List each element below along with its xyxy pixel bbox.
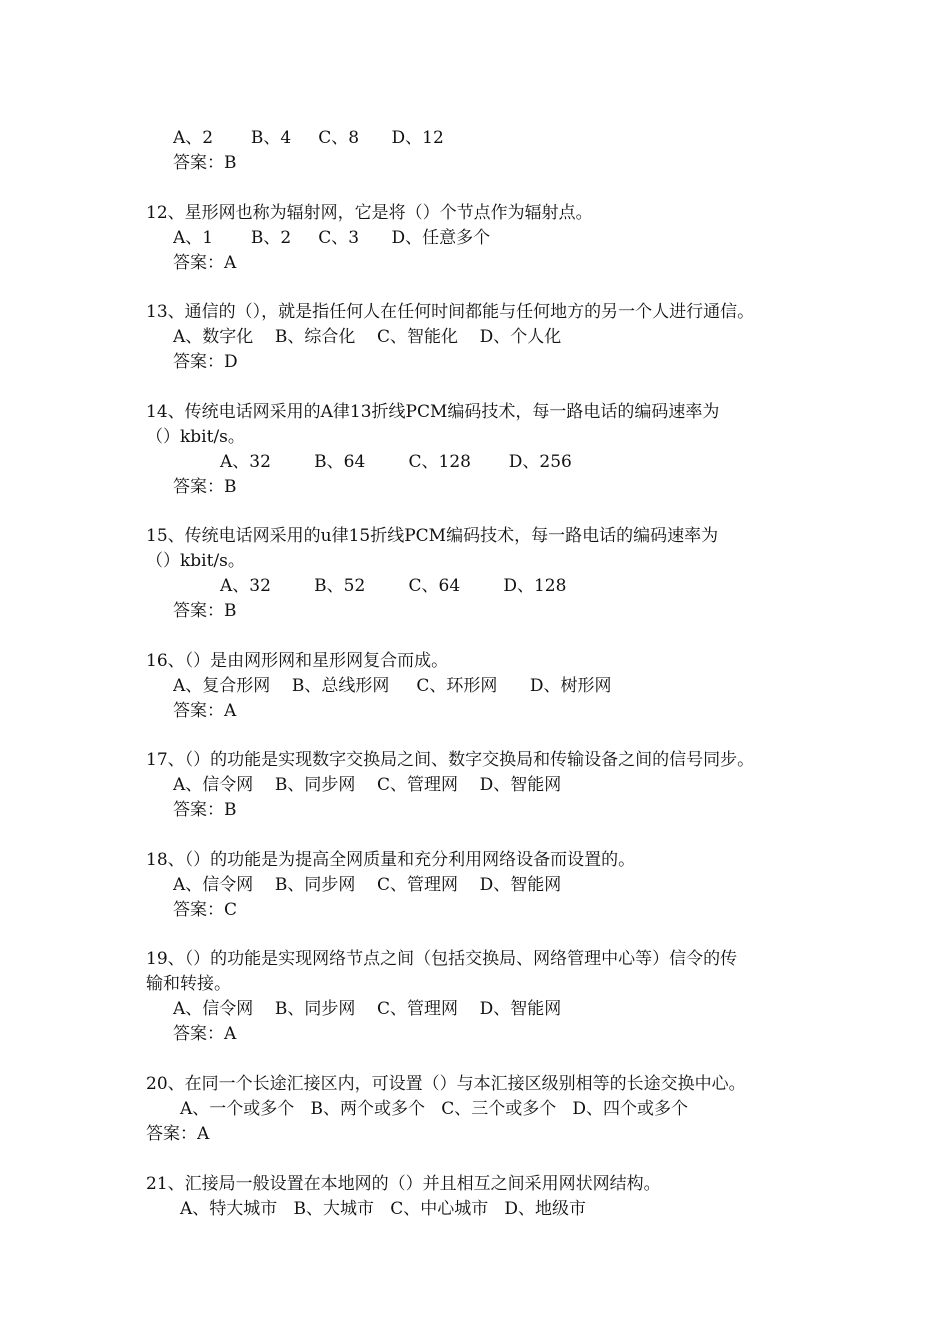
q11-answer: 答案：B [173, 153, 237, 173]
q18-text: 18、（）的功能是为提高全网质量和充分利用网络设备而设置的。 [146, 850, 636, 870]
q19-text-cont: 输和转接。 [146, 974, 231, 994]
q15-options: A、32 B、52 C、64 D、128 [220, 576, 567, 596]
q16-answer: 答案：A [173, 701, 237, 721]
q21-text: 21、汇接局一般设置在本地网的（）并且相互之间采用网状网结构。 [146, 1174, 661, 1194]
q15-text-cont: （）kbit/s。 [146, 551, 245, 571]
q14-answer: 答案：B [173, 477, 237, 497]
q20-text: 20、在同一个长途汇接区内，可设置（）与本汇接区级别相等的长途交换中心。 [146, 1074, 746, 1094]
q15-text: 15、传统电话网采用的u律15折线PCM编码技术，每一路电话的编码速率为 [146, 526, 719, 546]
q14-text: 14、传统电话网采用的A律13折线PCM编码技术，每一路电话的编码速率为 [146, 402, 720, 422]
q11-options: A、2 B、4 C、8 D、12 [173, 128, 444, 148]
q13-options: A、数字化 B、综合化 C、智能化 D、个人化 [173, 327, 562, 347]
q17-text: 17、（）的功能是实现数字交换局之间、数字交换局和传输设备之间的信号同步。 [146, 750, 755, 770]
q12-answer: 答案：A [173, 253, 237, 273]
q14-text-cont: （）kbit/s。 [146, 427, 245, 447]
q17-answer: 答案：B [173, 800, 237, 820]
q19-answer: 答案：A [173, 1024, 237, 1044]
q16-options: A、复合形网 B、总线形网 C、环形网 D、树形网 [173, 676, 612, 696]
q12-options: A、1 B、2 C、3 D、任意多个 [173, 228, 491, 248]
q13-answer: 答案：D [173, 352, 238, 372]
q19-text: 19、（）的功能是实现网络节点之间（包括交换局、网络管理中心等）信令的传 [146, 949, 738, 969]
q21-options: A、特大城市 B、大城市 C、中心城市 D、地级市 [180, 1199, 587, 1219]
q20-options: A、一个或多个 B、两个或多个 C、三个或多个 D、四个或多个 [180, 1099, 689, 1119]
q18-options: A、信令网 B、同步网 C、管理网 D、智能网 [173, 875, 562, 895]
q13-text: 13、通信的（），就是指任何人在任何时间都能与任何地方的另一个人进行通信。 [146, 302, 755, 322]
q20-answer: 答案：A [146, 1124, 210, 1144]
q17-options: A、信令网 B、同步网 C、管理网 D、智能网 [173, 775, 562, 795]
q15-answer: 答案：B [173, 601, 237, 621]
q12-text: 12、星形网也称为辐射网，它是将（）个节点作为辐射点。 [146, 203, 593, 223]
q16-text: 16、（）是由网形网和星形网复合而成。 [146, 651, 449, 671]
q18-answer: 答案：C [173, 900, 238, 920]
q14-options: A、32 B、64 C、128 D、256 [220, 452, 572, 472]
q19-options: A、信令网 B、同步网 C、管理网 D、智能网 [173, 999, 562, 1019]
